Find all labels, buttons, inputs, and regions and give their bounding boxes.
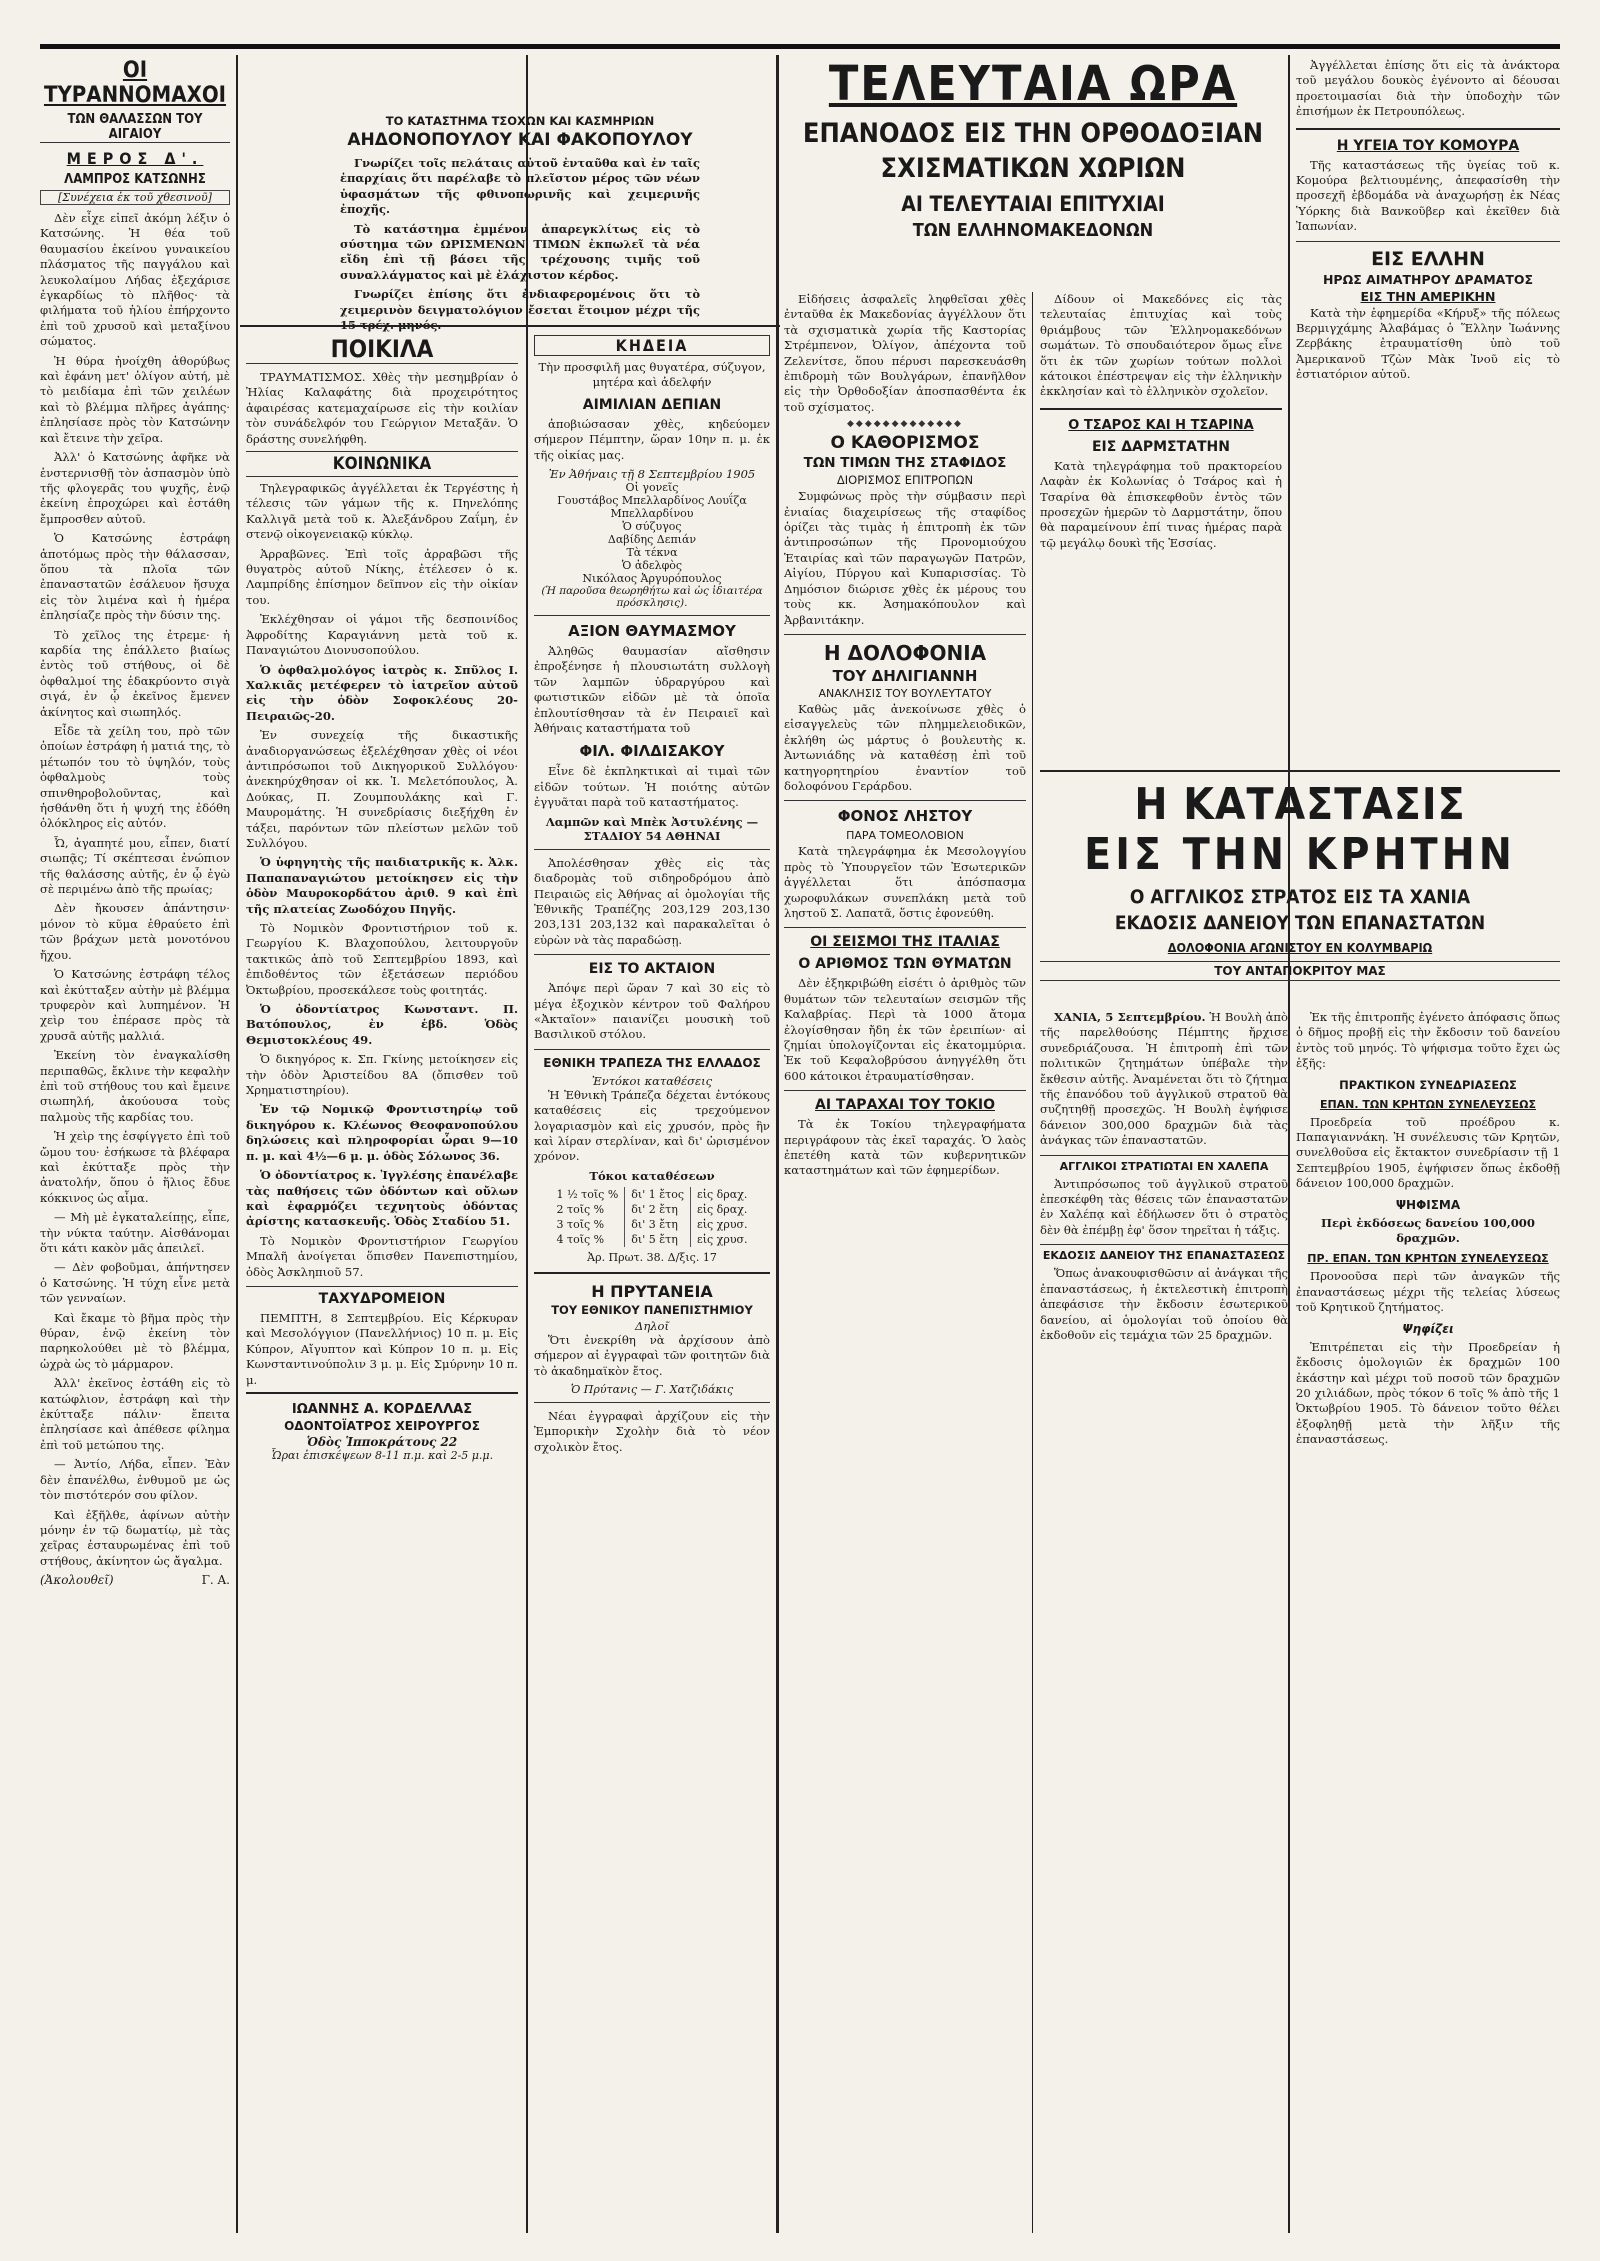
raisin-caption: ΔΙΟΡΙΣΜΟΣ ΕΠΙΤΡΟΠΩΝ	[836, 473, 974, 488]
separator: ◆◆◆◆◆◆◆◆◆◆◆◆◆	[847, 419, 963, 430]
lost-bonds-notice: Ἀπολέσθησαν χθὲς εἰς τὰς διαδρομὰς τοῦ σιδηροδρόμου ἀπὸ Πειραιῶς εἰς Ἀθήνας αἱ ὁμολογίαι τῆς Ἐθνικῆς Τραπέζης 203,129 203,130 203,131 203,132 καὶ παρακαλεῖται ὁ εὑρὼν νὰ τὰς παραδώσῃ.	[534, 855, 770, 947]
table-row: 2 τοῖς % δι' 2 ἔτη εἰς δραχ.	[550, 1202, 753, 1217]
vote-2-text: Προνοοῦσα περὶ τῶν ἀναγκῶν τῆς ἐπαναστάσεως μέχρι τῆς τελείας λύσεως τοῦ Κρητικοῦ ζητήματος.	[1296, 1269, 1560, 1315]
lead-story-right: Δίδουν οἱ Μακεδόνες εἰς τὰς τελευταίας ἐπιτυχίας καὶ τοὺς θριάμβους τῶν Ἑλληνομακεδόνων σωμάτων. Τὸ σπουδαιότερον ὅμως εἶνε ὅτι ἐκ τῶν χωρίων τούτων πολλοὶ κάτοικοι ἐπέστρεψαν εἰς τὴν ἑλληνικὴν ἐκκλησίαν καὶ τὸ ἑλληνικὸν σχολεῖον.	[1040, 292, 1282, 399]
ad-paragraph: Τὸ κατάστημα ἐμμένον ἀπαρεγκλίτως εἰς τὸ σύστημα τῶν ΩΡΙΣΜΕΝΩΝ ΤΙΜΩΝ ἐκπωλεῖ τὰ νέα εἴδη ἐπὶ τῇ βάσει τῆς τρέχουσης τιμῆς τοῦ συναλλάγματος καὶ μὲ ἐλάχιστον κέρδος.	[340, 221, 700, 282]
funeral-relative: Δαβίδης Δεπιάν	[607, 533, 697, 547]
tokyo-text: Τὰ ἐκ Τοκίου τηλεγραφήματα περιγράφουν τὰς ἐκεῖ ταραχάς. Ὁ λαὸς ἐπετέθη κατὰ τῶν κυβερνητικῶν καταστημάτων καὶ τῶν ἐφημερίδων.	[784, 1117, 1026, 1178]
ad-heading: ΤΟ ΚΑΤΑΣΤΗΜΑ ΤΣΟΧΩΝ ΚΑΙ ΚΑΣΜΗΡΙΩΝ	[385, 114, 655, 128]
dentist-advertisement	[246, 1392, 518, 1462]
crete-top-rule	[1040, 770, 1560, 772]
post-heading: ΤΑΧΥΔΡΟΜΕΙΟΝ	[246, 1286, 518, 1307]
headline-line1: ΕΠΑΝΟΔΟΣ ΕΙΣ ΤΗΝ ΟΡΘΟΔΟΞΙΑΝ	[802, 118, 1264, 149]
psifizei-heading: Ψηφίζει	[1402, 1321, 1454, 1336]
wonder-text: Ἀληθῶς θαυμασίαν αἴσθησιν ἐπροξένησε ἡ πλουσιωτάτη συλλογὴ τῶν λαμπῶν ὑδραργύρου καὶ φωτιστικῶν εἰδῶν μὲ τὰ ὁποῖα ἐπλουτίσθησαν τὰ ἐν Πειραιεῖ καὶ Ἀθήναις καταστήματα τοῦ	[534, 644, 770, 736]
column-news-left	[784, 292, 1026, 2231]
robber-text: Κατὰ τηλεγράφημα ἐκ Μεσολογγίου πρὸς τὸ Ὑπουργεῖον τῶν Ἐσωτερικῶν ἀγγέλλεται ὅτι ἀπόσπασμα χωροφυλάκων συνεπλάκη μετὰ τοῦ ληστοῦ Σ. Λαπατᾶ, ὅστις ἐφονεύθη.	[784, 844, 1026, 920]
funeral-text: ἀποβιώσασαν χθὲς, κηδεύομεν σήμερον Πέμπτην, ὥραν 10ην π. μ. ἐκ τῆς οἰκίας μας.	[534, 416, 770, 462]
crete-title-3: Ο ΑΓΓΛΙΚΟΣ ΣΤΡΑΤΟΣ ΕΙΣ ΤΑ ΧΑΝΙΑ	[1129, 886, 1471, 908]
serial-paragraph: Ἡ θύρα ἠνοίχθη ἀθορύβως καὶ ἐφάνη μετ' ὀλίγον αὐτή, μὲ τὸ μειδίαμα ἐπὶ τῶν χειλέων καὶ τὸ βλέμμα πλῆρες ἀγάπης· ἐπλησίασε πρὸς τὸν Κατσώνην καὶ ἔτεινε τὴν χεῖρα.	[40, 353, 230, 445]
tsar-text: Κατὰ τηλεγράφημα τοῦ πρακτορείου Λαφὰν ἐκ Κολωνίας ὁ Τσάρος καὶ ἡ Τσαρίνα θὰ ἐπισκεφθοῦν ἐντὸς τῶν προσεχῶν ἡμερῶν τὸ Δαρμστάτην, ὅπου θὰ παραμείνουν ἐπί τινας ἡμέρας παρὰ τῷ μεγάλῳ δουκὶ τῆς Ἑσσίας.	[1040, 458, 1282, 550]
column-notices	[534, 335, 770, 2231]
column-divider	[236, 55, 238, 2233]
dentist-address: Ὁδὸς Ἱπποκράτους 22	[306, 1434, 458, 1449]
vote-text: Περὶ ἐκδόσεως δανείου 100,000 δραχμῶν.	[1321, 1215, 1535, 1246]
army-text: Ἀντιπρόσωπος τοῦ ἀγγλικοῦ στρατοῦ ἐπεσκέφθη τὰς θέσεις τῶν ἐπαναστατῶν ἐν Χαλέπᾳ καὶ ἐδήλωσεν ὅτι ὁ στρατὸς δὲν θὰ ἐπέμβῃ ἐφ' ὅσον τηρεῖται ἡ τάξις.	[1040, 1176, 1288, 1237]
robber-heading: ΦΟΝΟΣ ΛΗΣΤΟΥ	[837, 807, 973, 826]
crete-byline: ΤΟΥ ΑΝΤΑΠΟΚΡΙΤΟΥ ΜΑΣ	[1040, 961, 1560, 981]
loan-heading: ΕΚΔΟΣΙΣ ΔΑΝΕΙΟΥ ΤΗΣ ΕΠΑΝΑΣΤΑΣΕΩΣ	[1040, 1244, 1288, 1262]
quake-subheading: Ο ΑΡΙΘΜΟΣ ΤΩΝ ΘΥΜΑΤΩΝ	[798, 956, 1012, 973]
serial-paragraph: Ὁ Κατσώνης ἐστράφη ἀποτόμως πρὸς τὴν θάλασσαν, ὅπου τὰ πλοῖα τῶν ἐπαναστατῶν ἐσάλευον ἥσυχα εἰς τὸν λιμένα καὶ ἡ ἡμέρα ἐπλησίαζε πρὸς τὴν δύσιν της.	[40, 531, 230, 623]
serial-paragraph: Δὲν εἶχε εἰπεῖ ἀκόμη λέξιν ὁ Κατσώνης. Ἡ θέα τοῦ θαυμασίου ἐκείνου γυναικείου πλάσματος τῆς παγγάλου καὶ λευκολαίμου Λήδας ἐξεχάρισε ἐγκαρδίως τὸ πλῆθος· τὰ φιλήματα τοῦ ἡλίου ἐπήρχοντο ἐπὶ τοῦ χρυσοῦ καὶ μεταξίνου σώματος.	[40, 211, 230, 349]
column-divider	[1288, 55, 1290, 2233]
tsar-subheading: ΕΙΣ ΔΑΡΜΣΤΑΤΗΝ	[1091, 438, 1230, 455]
murder-subheading: ΤΟΥ ΔΗΛΙΓΙΑΝΝΗ	[832, 666, 978, 685]
funeral-intro: Τὴν προσφιλῆ μας θυγατέρα, σύζυγον, μητέρα καὶ ἀδελφήν	[538, 360, 766, 390]
quake-text: Δὲν ἐξηκριβώθη εἰσέτι ὁ ἀριθμὸς τῶν θυμάτων τῶν τελευταίων σεισμῶν τῆς Καλαβρίας. Περὶ τὰ 1000 ἄτομα ἐλογίσθησαν ἤδη ἐκ τῶν ἐρειπίων· αἱ ζημίαι ὑπολογίζονται εἰς ἑκατομμύρια. Ἐκ τοῦ Κεφαλοβρύσου ἀνηγγέλθη ὅτι 600 κάτοικοι ἐτραυματίσθησαν.	[784, 976, 1026, 1083]
dentist-name: ΙΩΑΝΝΗΣ Α. ΚΟΡΔΕΛΛΑΣ	[291, 1401, 473, 1417]
resolution-heading: ΠΡΑΚΤΙΚΟΝ ΣΥΝΕΔΡΙΑΣΕΩΣ	[1339, 1077, 1517, 1092]
ad-paragraph: Γνωρίζει ἐπίσης ὅτι ἐνδιαφερομένοις ὅτι τὸ χειμερινὸν δειγματολόγιον ἔσεται ἕτοιμον μέχρι τῆς	[340, 287, 700, 317]
crete-title-2: ΕΙΣ ΤΗΝ ΚΡΗΤΗΝ	[1084, 829, 1516, 880]
army-heading: ΑΓΓΛΙΚΟΙ ΣΤΡΑΤΙΩΤΑΙ ΕΝ ΧΑΛΕΠΑ	[1040, 1155, 1288, 1173]
table-row: 1 ½ τοῖς % δι' 1 ἔτος εἰς δραχ.	[550, 1187, 753, 1202]
serial-chapter: ΛΑΜΠΡΟΣ ΚΑΤΣΩΝΗΣ	[64, 172, 206, 187]
social-item: Ἀρραβῶνες. Ἐπὶ τοῖς ἀρραβῶσι τῆς θυγατρὸς αὐτοῦ Νίκης, ἐτέλεσεν ὁ κ. Λαμπρίδης ἐπίσημον δεῖπνον εἰς τὴν οἰκίαν του.	[246, 546, 518, 607]
serial-paragraph: Τὸ χεῖλος της ἐτρεμε· ἡ καρδία της ἐπάλλετο βιαίως ἐντὸς τοῦ στήθους, οἱ δὲ ὀφθαλμοί της ἐδακρύοντο σιγὰ σιγά, ἐν ᾧ ἐκεῖνος ἔμενεν ἀκίνητος καὶ σιωπηλός.	[40, 627, 230, 719]
funeral-date: Ἐν Ἀθήναις τῇ 8 Σεπτεμβρίου 1905	[548, 467, 756, 482]
serial-paragraph: Ὦ, ἀγαπητέ μου, εἶπεν, διατί σιωπᾷς; Τί σκέπτεσαι ἐνώπιον τῆς θαλάσσης αὐτῆς, ἐν ᾧ ἐγὼ σὲ περιμένω ἀπὸ τῆς πρωίας;	[40, 835, 230, 897]
wonder-shop-name: ΦΙΛ. ΦΙΛΔΙΣΑΚΟΥ	[579, 742, 725, 761]
doctor-notice: Ὁ ὀφθαλμολόγος ἰατρὸς κ. Σπῦλος Ι. Χαλκιᾶς μετέφερεν τὸ ἰατρεῖον αὐτοῦ εἰς τὴν ὁδὸν Σοφοκλέους 20-Πειραιῶς-20.	[246, 662, 518, 723]
greek-subheading-2: ΕΙΣ ΤΗΝ ΑΜΕΡΙΚΗΝ	[1360, 288, 1496, 304]
tsar-heading: Ο ΤΣΑΡΟΣ ΚΑΙ Η ΤΣΑΡΙΝΑ	[1068, 417, 1254, 433]
serial-part: ΜΕΡΟΣ Δ'.	[66, 149, 204, 168]
column-divider	[526, 55, 528, 2233]
vote-heading: ΨΗΦΙΣΜΑ	[1395, 1197, 1461, 1212]
school-notice: Νέαι ἐγγραφαὶ ἀρχίζουν εἰς τὴν Ἐμπορικὴν Σχολὴν διὰ τὸ νέον σχολικὸν ἔτος.	[534, 1409, 770, 1454]
wonder-heading: ΑΞΙΟΝ ΘΑΥΜΑΣΜΟΥ	[568, 622, 736, 641]
murder-heading: Η ΔΟΛΟΦΟΝΙΑ	[823, 640, 987, 665]
loan-text: Ὅπως ἀνακουφισθῶσιν αἱ ἀνάγκαι τῆς ἐπαναστάσεως, ἡ ἐκτελεστικὴ ἐπιτροπὴ ἀπεφάσισε τὴν ἔκδοσιν ἐσωτερικοῦ δανείου, αἱ ὁμολογίαι τοῦ ὁποίου θὰ ἐκδοθοῦν εἰς τεμάχια τῶν 25 δραχμῶν.	[1040, 1266, 1288, 1342]
bank-subheading: Ἐντόκοι καταθέσεις	[591, 1073, 713, 1088]
headline-line3: ΑΙ ΤΕΛΕΥΤΑΙΑΙ ΕΠΙΤΥΧΙΑΙ	[901, 192, 1165, 216]
dentist-title: ΟΔΟΝΤΟΪΑΤΡΟΣ ΧΕΙΡΟΥΡΓΟΣ	[284, 1418, 480, 1433]
funeral-relative: Ὁ σύζυγος	[622, 520, 682, 534]
column-crete-right	[1296, 1010, 1560, 2231]
column-misc	[246, 335, 518, 2231]
komura-heading: Η ΥΓΕΙΑ ΤΟΥ ΚΟΜΟΥΡΑ	[1336, 137, 1520, 154]
column-divider	[776, 55, 779, 2233]
post-text: ΠΕΜΠΤΗ, 8 Σεπτεμβρίου. Εἰς Κέρκυραν καὶ Μεσολόγγιον (Πανελλήνιος) 10 π. μ. Εἰς Κύπρον, Αἴγυπτον καὶ Κύπρον 10 π. μ. Εἰς Κωνσταντινούπολιν 3 μ. μ. Εἰς Σμύρνην 10 π. μ.	[246, 1310, 518, 1387]
headline-line4: ΤΩΝ ΕΛΛΗΝΟΜΑΚΕΔΟΝΩΝ	[912, 220, 1154, 241]
bank-heading: ΕΘΝΙΚΗ ΤΡΑΠΕΖΑ ΤΗΣ ΕΛΛΑΔΟΣ	[543, 1055, 761, 1070]
poikila-text: ΤΡΑΥΜΑΤΙΣΜΟΣ. Χθὲς τὴν μεσημβρίαν ὁ Ἠλίας Καλαφάτης διὰ προχειρότητος ἀφαιρέσας κατεμαχαίρωσε εἰς τὴν κοιλίαν τὸν συνάδελφόν του Γεώργιον Μεταξᾶν. Ὁ δράστης συνελήφθη.	[246, 370, 518, 446]
main-headline	[784, 58, 1282, 241]
serial-paragraph: Δὲν ἤκουσεν ἀπάντησιν· μόνον τὸ κῦμα ἐθραύετο ἐπὶ τῶν βράχων μετὰ μονοτόνου ἤχου.	[40, 901, 230, 962]
school-notice: Τὸ Νομικὸν Φροντιστήριον τοῦ κ. Γεωργίου Κ. Βλαχοπούλου, λειτουργοῦν τακτικῶς ἀπὸ τοῦ Σεπτεμβρίου 1893, καὶ ἐπιδοθέντος τῶν ἐξετάσεων περιόδου Ὀκτωβρίου, προσεκάλεσε τοὺς φοιτητάς.	[246, 921, 518, 997]
greek-subheading: ΗΡΩΣ ΑΙΜΑΤΗΡΟΥ ΔΡΑΜΑΤΟΣ	[1322, 271, 1534, 287]
social-item: Τηλεγραφικῶς ἀγγέλλεται ἐκ Τεργέστης ἡ τέλεσις τῶν γάμων τῆς κ. Πηνελόπης Καλλιγᾶ μετὰ τοῦ κ. Ἀλεξάνδρου Ζαΐμη, ἐν στενῷ οἰκογενειακῷ κύκλῳ.	[246, 481, 518, 542]
funeral-heading: ΚΗΔΕΙΑ	[534, 335, 770, 356]
serial-paragraph: Ἐκείνη τὸν ἐναγκαλίσθη περιπαθῶς, ἔκλινε τὴν κεφαλὴν ἐπὶ τοῦ στήθους του καὶ ἔμεινε σιωπηλή, ἀκούουσα τοὺς παλμοὺς τῆς καρδίας του.	[40, 1048, 230, 1124]
serial-continues: (Ἀκολουθεῖ)	[40, 1573, 114, 1588]
bank-text: Ἡ Ἐθνικὴ Τράπεζα δέχεται ἐντόκους καταθέσεις εἰς τρεχούμενον λογαριασμὸν καὶ εἰς χρυσόν, πρὸς ἣν καὶ λίραν στερλίναν, καὶ δι' ὡρισμένον χρόνον.	[534, 1087, 770, 1164]
bank-reference: Ἀρ. Πρωτ. 38. Δ/ξις. 17	[587, 1250, 717, 1264]
serial-paragraph: Καὶ ἐξῆλθε, ἀφίνων αὐτὴν μόνην ἐν τῷ δωματίῳ, μὲ τὰς χεῖρας ἐσταυρωμένας ἐπὶ τοῦ στήθους, ἀκίνητον ὡς ἄγαλμα.	[40, 1507, 230, 1568]
tokyo-heading: ΑΙ ΤΑΡΑΧΑΙ ΤΟΥ ΤΟΚΙΟ	[815, 1097, 995, 1114]
serial-paragraph: Ὁ Κατσώνης ἐστράφη τέλος καὶ ἐκύτταξεν αὐτὴν μὲ βλέμμα τρυφερὸν καὶ λυπημένον. Ἡ χεὶρ του ἐπέρασε πρὸς τὰ χρυσᾶ αὐτῆς μαλλιά.	[40, 967, 230, 1043]
murder-caption: ΑΝΑΚΛΗΣΙΣ ΤΟΥ ΒΟΥΛΕΥΤΑΤΟΥ	[818, 686, 992, 700]
koinonika-heading: ΚΟΙΝΩΝΙΚΑ	[246, 451, 518, 477]
column-crete-left	[1040, 1010, 1288, 2231]
serial-paragraph: Ἀλλ' ὁ Κατσώνης ἀφῆκε νὰ ἐνστερνισθῇ τὸν ἀσπασμὸν ὑπὸ τῆς φλογερᾶς του ψυχῆς, ἐνῷ ἐκείνη ἐπροχώρει καὶ ἐστάθη ἔμπροσθεν αὐτοῦ.	[40, 450, 230, 526]
ad-bottom-rule	[240, 325, 780, 327]
greek-heading: ΕΙΣ ΕΛΛΗΝ	[1371, 247, 1485, 270]
crete-title-1: Η ΚΑΤΑΣΤΑΣΙΣ	[1134, 779, 1466, 830]
ad-shop-name: ΑΗΔΟΝΟΠΟΥΛΟΥ ΚΑΙ ΦΑΚΟΠΟΥΛΟΥ	[347, 130, 693, 150]
serial-paragraph: Καὶ ἔκαμε τὸ βῆμα πρὸς τὴν θύραν, ἐνῷ ἐκείνη τὸν παρηκολούθει μὲ τὸ βλέμμα, ὠχρὰ ὡς τὸ μάρμαρον.	[40, 1310, 230, 1371]
crete-headline	[1040, 780, 1560, 985]
psifizei-text: Ἐπιτρέπεται εἰς τὴν Προεδρείαν ἡ ἔκδοσις ὁμολογιῶν ἐκ δραχμῶν 100 ἑκάστην καὶ μέχρι τοῦ ποσοῦ τῶν δραχμῶν 20 χιλιάδων, πρὸς τόκον 6 τοῖς % ἀπὸ τῆς 1 Ὀκτωβρίου 1905. Τὸ δάνειον τοῦτο θέλει ἐξοφληθῇ μετὰ τὴν λῆξιν τῆς ἐπαναστάσεως.	[1296, 1339, 1560, 1447]
university-heading: Η ΠΡΥΤΑΝΕΙΑ	[591, 1281, 713, 1301]
resolution-subheading: ΕΠΑΝ. ΤΩΝ ΚΡΗΤΩΝ ΣΥΝΕΛΕΥΣΕΩΣ	[1319, 1097, 1537, 1111]
serial-paragraph: Ἀλλ' ἐκεῖνος ἐστάθη εἰς τὸ κατώφλιον, ἐστράφη καὶ τὴν ἐκύτταξε πάλιν· ἔπειτα ἐπλησίασε καὶ ἀπέθεσε φίλημα ἐπὶ τοῦ μετώπου της.	[40, 1376, 230, 1452]
serial-paragraph: — Δὲν φοβοῦμαι, ἀπήντησεν ὁ Κατσώνης. Ἡ τύχη εἶνε μετὰ τῶν γενναίων.	[40, 1260, 230, 1306]
shop-advertisement	[310, 108, 730, 343]
ad-paragraph: Γνωρίζει τοῖς πελάταις αὐτοῦ ἐνταῦθα καὶ ἐν ταῖς ἐπαρχίαις ὅτι παρέλαβε τὸ πλεῖστον μέρος τῶν νέων ὑφασμάτων τῆς φθινοπωρινῆς καὶ χειμερινῆς ἐποχῆς.	[340, 156, 700, 217]
serial-paragraph: Ἡ χεὶρ της ἐσφίγγετο ἐπὶ τοῦ ὤμου του· ἐσήκωσε τὰ βλέφαρα καὶ ἐκύτταξε πρὸς τὴν ἀνατολήν, ὅπου ὁ ἥλιος ἔδυε κόκκινος ὡς αἷμα.	[40, 1129, 230, 1205]
headline-line2: ΣΧΙΣΜΑΤΙΚΩΝ ΧΩΡΙΩΝ	[880, 153, 1186, 184]
serial-paragraph: — Μὴ μὲ ἐγκαταλείπῃς, εἶπε, τὴν νύκτα ταύτην. Αἰσθάνομαι ὅτι κάτι κακὸν μᾶς ἀπειλεῖ.	[40, 1210, 230, 1255]
resolution-text: Προεδρεία τοῦ προέδρου κ. Παπαγιαννάκη. Ἡ συνέλευσις τῶν Κρητῶν, συνελθοῦσα εἰς ἔκτακτον συνεδρίασιν τῇ 1 Σεπτεμβρίου 1905, ἐψήφισεν ὅπως ἐκδοθῇ δάνειον 100,000 δραχμῶν.	[1296, 1114, 1560, 1191]
funeral-relative: Γουστάβος Μπελλαρδίνος Λουΐζα Μπελλαρδίνου	[557, 494, 747, 521]
serial-signature: Γ. Α.	[201, 1573, 230, 1588]
crete-title-5: ΔΟΛΟΦΟΝΙΑ ΑΓΩΝΙΣΤΟΥ ΕΝ ΚΟΛΥΜΒΑΡΙΩ	[1167, 940, 1433, 955]
column-foreign	[1296, 58, 1560, 768]
funeral-relative: Οἱ γονεῖς	[625, 481, 679, 495]
serial-paragraph: — Ἀντίο, Λήδα, εἶπεν. Ἐὰν δὲν ἐπανέλθω, ἐνθυμοῦ με ὡς τὸν πιστότερόν σου φίλον.	[40, 1457, 230, 1503]
quake-heading: ΟΙ ΣΕΙΣΜΟΙ ΤΗΣ ΙΤΑΛΙΑΣ	[810, 934, 1000, 951]
social-item: Ἐκλέχθησαν οἱ γάμοι τῆς δεσποινίδος Ἀφροδίτης Καραγιάννη μετὰ τοῦ κ. Παναγιώτου Διονυσοπούλου.	[246, 612, 518, 658]
rates-table	[550, 1187, 753, 1247]
poikila-heading: ΠΟΙΚΙΛΑ	[246, 335, 518, 364]
doctor-notice: Ὁ ὑφηγητὴς τῆς παιδιατρικῆς κ. Ἀλκ. Παπαπαναγιώτου μετοίκησεν εἰς τὴν ὁδὸν Μαυροκορδάτου ἀριθ. 9 καὶ ἐπὶ τῆς πλατείας Ζωοδόχου Πηγῆς.	[246, 855, 518, 916]
grand-duke-text: Ἀγγέλλεται ἐπίσης ὅτι εἰς τὰ ἀνάκτορα τοῦ μεγάλου δουκὸς ἐγένοντο αἱ δέουσαι προετοιμασίαι διὰ τὴν ὑποδοχὴν τῶν ἐπισήμων ἐκ Πετρουπόλεως.	[1296, 58, 1560, 119]
news-paragraph: Ἐν συνεχείᾳ τῆς δικαστικῆς ἀναδιοργανώσεως ἐξελέχθησαν χθὲς οἱ νέοι ἀντιπρόσωποι τοῦ Δικηγορικοῦ Συλλόγου· ἀνεκηρύχθησαν οἱ κκ. Ἰ. Μελετόπουλος, Ἀ. Δούκας, Π. Ζουμπουλάκης καὶ Γ. Μαυρομάτης. Ἡ συνεδρίασις διεξήχθη ἐν τάξει, παρόντων τῶν πλείστων μελῶν τοῦ Συλλόγου.	[246, 728, 518, 850]
crete-title-4: ΕΚΔΟΣΙΣ ΔΑΝΕΙΟΥ ΤΩΝ ΕΠΑΝΑΣΤΑΤΩΝ	[1114, 912, 1486, 934]
crete-text: Ἐκ τῆς ἐπιτροπῆς ἐγένετο ἀπόφασις ὅπως ὁ δῆμος προβῇ εἰς τὴν ἔκδοσιν τοῦ δανείου ἐντὸς τοῦ μηνός. Τὸ ψήφισμα τοῦτο ἔχει ὡς ἑξῆς:	[1296, 1010, 1560, 1071]
table-row: 4 τοῖς % δι' 5 ἔτη εἰς χρυσ.	[550, 1232, 753, 1247]
serial-title: ΟΙ ΤΥΡΑΝΝΟΜΑΧΟΙ	[43, 58, 227, 108]
lawyer-notice: Ὁ δικηγόρος κ. Σπ. Γκίνης μετοίκησεν εἰς τὴν ὁδὸν Ἀριστείδου 8Α (ὄπισθεν τοῦ Χρηματιστηρίου).	[246, 1052, 518, 1098]
funeral-relative: Νικόλαος Ἀργυρόπουλος	[582, 572, 722, 586]
wonder-text: Εἶνε δὲ ἐκπληκτικαὶ αἱ τιμαὶ τῶν εἰδῶν τούτων. Ἡ ποιότης αὐτῶν ἐγγυᾶται παρὰ τοῦ καταστήματος.	[534, 764, 770, 810]
university-subheading: ΤΟΥ ΕΘΝΙΚΟΥ ΠΑΝΕΠΙΣΤΗΜΙΟΥ	[551, 1302, 753, 1317]
column-divider	[1032, 292, 1033, 2233]
aktaion-text: Ἀπόψε περὶ ὥραν 7 καὶ 30 εἰς τὸ μέγα ἐξοχικὸν κέντρον τοῦ Φαλήρου «Ἀκταῖον» παιανίζει μουσικὴ τοῦ Βασιλικοῦ στόλου.	[534, 981, 770, 1042]
serial-subtitle: ΤΩΝ ΘΑΛΑΣΣΩΝ ΤΟΥ ΑΙΓΑΙΟΥ	[40, 112, 230, 143]
serial-continuation: [Συνέχεια ἐκ τοῦ χθεσινοῦ]	[40, 190, 230, 205]
crete-dateline: ΧΑΝΙΑ, 5 Σεπτεμβρίου.	[1054, 1010, 1206, 1024]
law-school-notice: Τὸ Νομικὸν Φροντιστήριον Γεωργίου Μπαλῆ ἀνοίγεται ὅπισθεν Πανεπιστημίου, ὁδὸς Ἀσκληπιοῦ 57.	[246, 1233, 518, 1279]
column-feuilleton	[40, 58, 230, 2231]
top-rule	[40, 44, 1560, 49]
dentist-notice: Ὁ ὀδοντίατρος Κωνσταντ. Π. Βατόπουλος, ἐν ἑβδ. Ὁδὸς Θεμιστοκλέους 49.	[246, 1002, 518, 1047]
funeral-name: ΑΙΜΙΛΙΑΝ ΔΕΠΙΑΝ	[582, 396, 722, 413]
funeral-relative: Ὁ ἀδελφὸς	[621, 559, 683, 573]
university-signature: Ὁ Πρύτανις — Γ. Χατζιδάκις	[570, 1383, 734, 1396]
dentist-hours: Ὧραι ἐπισκέψεων 8-11 π.μ. καὶ 2-5 μ.μ.	[270, 1448, 494, 1462]
funeral-note: (Ἡ παροῦσα θεωρηθήτω καὶ ὡς ἰδιαιτέρα πρόσκλησις).	[541, 585, 763, 610]
table-row: 3 τοῖς % δι' 3 ἔτη εἰς χρυσ.	[550, 1217, 753, 1232]
wonder-address: Λαμπῶν καὶ Μπὲκ Ἀστυλένης — ΣΤΑΔΙΟΥ 54 ΑΘΗΝΑΙ	[545, 814, 759, 843]
robber-caption: ΠΑΡΑ ΤΟΜΕΟΛΟΒΙΟΝ	[846, 829, 964, 843]
crete-text: ΧΑΝΙΑ, 5 Σεπτεμβρίου. Ἡ Βουλὴ ἀπὸ τῆς παρελθούσης Πέμπτης ἤρχισε συνεδριάζουσα. Ἡ ἐπιτροπὴ ἐπὶ τῶν πολιτικῶν ζητημάτων ὑπέβαλε τὴν ἔκθεσιν αὐτῆς. Ἀναμένεται ὅτι τὸ ζήτημα τῆς ἐπανόδου τοῦ ἀγγλικοῦ στρατοῦ θὰ συζητηθῇ προσεχῶς. Ἡ Βουλὴ ἐψήφισε δάνειον 300,000 δραχμῶν διὰ τὰς ἀνάγκας τῶν ἐπαναστατῶν.	[1040, 1010, 1288, 1148]
column-news-right	[1040, 292, 1282, 762]
greek-text: Κατὰ τὴν ἐφημερίδα «Κήρυξ» τῆς πόλεως Βερμιγχάμης Ἀλαβάμας ὁ Ἕλλην Ἰωάννης Ζερβάκης ἐτραυματίσθη ὑπὸ τοῦ Ἀμερικανοῦ Τζὼν Μὰκ Ἰνοῦ εἰς τὸ ἐστιατόριον αὐτοῦ.	[1296, 305, 1560, 382]
university-text: Ὅτι ἐνεκρίθη νὰ ἀρχίσουν ἀπὸ σήμερον αἱ ἐγγραφαὶ τῶν φοιτητῶν διὰ τὸ ἀκαδημαϊκὸν ἔτος.	[534, 1332, 770, 1378]
dentist-notice: Ὁ ὀδοντίατρος κ. Ἰγγλέσης ἐπανέλαβε τὰς παθήσεις τῶν ὀδόντων καὶ οὔλων καὶ ἐφαρμόζει τεχνητοὺς ὀδόντας ἀρίστης κατασκευῆς. Ὁδὸς Σταδίου 51.	[246, 1168, 518, 1229]
rates-table-title: Τόκοι καταθέσεων	[589, 1168, 715, 1183]
raisin-text: Συμφώνως πρὸς τὴν σύμβασιν περὶ ἐνιαίας διαχειρίσεως τῆς σταφίδος ὁρίζει τὰς τιμὰς ἡ ἐπιτροπὴ ἐκ τῶν ἀντιπροσώπων τῆς Προνομιούχου Ἑταιρίας καὶ τῶν παραγωγῶν Πατρῶν, Αἰγίου, Πύργου καὶ Κυπαρισσίας. Τὸ Δημόσιον διώρισε χθὲς ἐκ μέρους του τοὺς κκ. Ἀσημακόπουλον καὶ Ἀρβανιτάκην.	[784, 489, 1026, 627]
murder-text: Καθὼς μᾶς ἀνεκοίνωσε χθὲς ὁ εἰσαγγελεὺς τῶν πλημμελειοδικῶν, ἐκλήθη ὡς μάρτυς ὁ βουλευτὴς κ. Ἀντωνιάδης νὰ καταθέσῃ ἐπὶ τοῦ κατηγορητηρίου ἐναντίον τοῦ δολοφόνου Γεράρδου.	[784, 701, 1026, 793]
funeral-relative: Τὰ τέκνα	[626, 546, 678, 560]
vote-2-heading: ΠΡ. ΕΠΑΝ. ΤΩΝ ΚΡΗΤΩΝ ΣΥΝΕΛΕΥΣΕΩΣ	[1307, 1252, 1549, 1266]
raisin-heading: Ο ΚΑΘΟΡΙΣΜΟΣ	[830, 433, 980, 454]
headline-kicker: ΤΕΛΕΥΤΑΙΑ ΩΡΑ	[828, 56, 1238, 112]
komura-text: Τῆς καταστάσεως τῆς ὑγείας τοῦ κ. Κομούρα βελτιουμένης, ἀπεφασίσθη τὴν προσεχῆ ἑβδομάδα νὰ ἀναχωρήσῃ ἐκ Νέας Ὑόρκης διὰ Βανκοῦβερ καὶ ἐκεῖθεν διὰ Ἰαπωνίαν.	[1296, 157, 1560, 234]
aktaion-heading: ΕΙΣ ΤΟ ΑΚΤΑΙΟΝ	[588, 961, 716, 978]
lead-story-left: Εἰδήσεις ἀσφαλεῖς ληφθεῖσαι χθὲς ἐνταῦθα ἐκ Μακεδονίας ἀγγέλλουν ὅτι τὰ σχισματικὰ χωρία τῆς Καστορίας Στρέμπενον, Ὀλίγον, ἀπέχοντα τοῦ Ζελενίτσε, ὅπου πέρυσι παρεσκευάσθη ἐπιδρομὴ τῶν Βουλγάρων, ἐπανῆλθον εἰς τὴν Ὀρθοδοξίαν ἀποσπασθέντα ἐκ τοῦ σχίσματος.	[784, 292, 1026, 414]
serial-paragraph: Εἶδε τὰ χείλη του, πρὸ τῶν ὁποίων ἐστράφη ἡ ματιά της, τὸ μέτωπόν του τὸ ὑψηλόν, τοὺς ὀφθαλμοὺς τοὺς σπινθηροβολοῦντας, καὶ ἠσθάνθη ὅτι ἡ ψυχή της ἐδόθη ὁλόκληρος εἰς αὐτόν.	[40, 724, 230, 831]
raisin-subheading: ΤΩΝ ΤΙΜΩΝ ΤΗΣ ΣΤΑΦΙΔΟΣ	[803, 455, 1007, 472]
university-label: Δηλοῖ	[635, 1318, 669, 1333]
law-school-notice: Ἐν τῷ Νομικῷ Φροντιστηρίῳ τοῦ δικηγόρου κ. Κλέωνος Θεοφανοπούλου δηλώσεις καὶ πληροφορίαι ὧραι 9—10 π. μ. καὶ 4½—6 μ. μ. ὁδὸς Σόλωνος 36.	[246, 1102, 518, 1163]
